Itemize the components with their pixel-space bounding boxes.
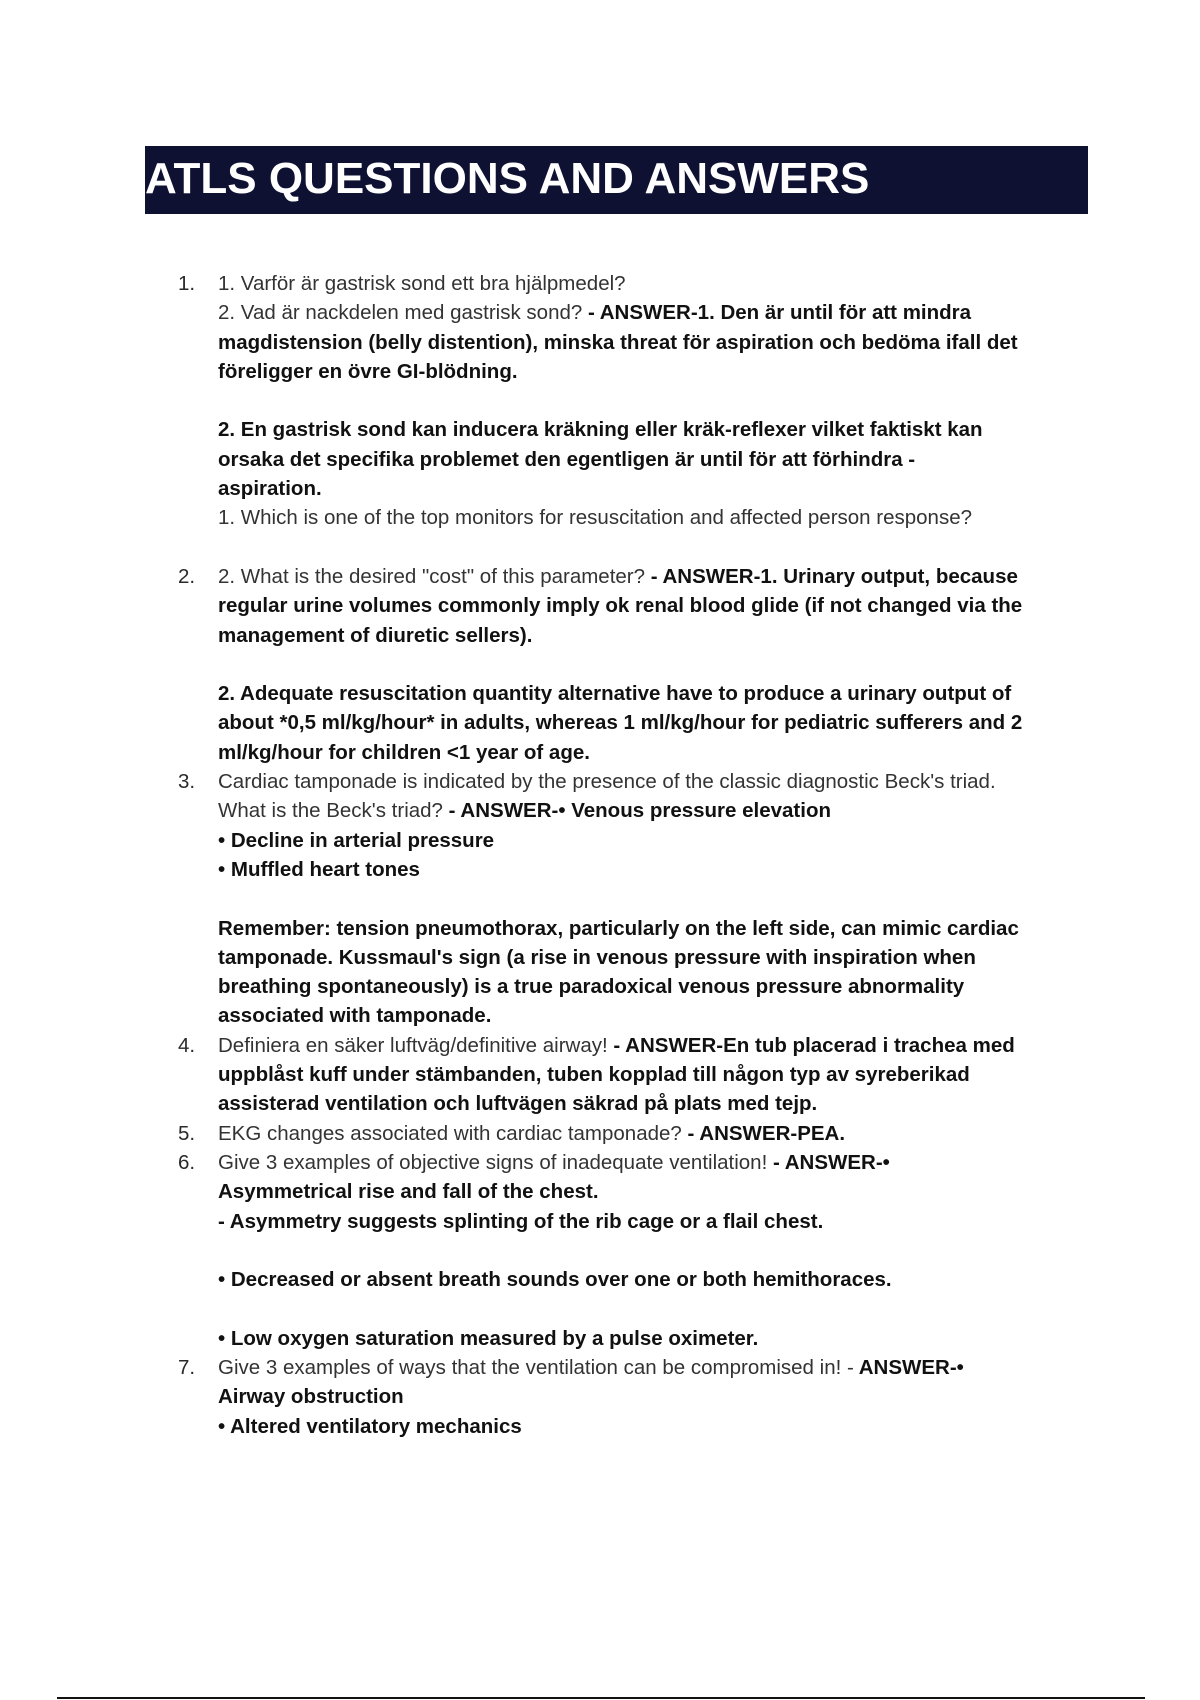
qa-item-5 — [178, 1119, 1098, 1148]
item-number: 6. — [178, 1150, 196, 1174]
answer-text: orsaka det specifika problemet den egentligen är until för att förhindra - — [218, 447, 916, 471]
answer-text: - ANSWER-En tub placerad i trachea med — [607, 1033, 1015, 1057]
paragraph-gap — [218, 1236, 1098, 1265]
answer-text: - ANSWER-1. Den är until för att mindra — [582, 301, 972, 325]
item-number: 5. — [178, 1121, 196, 1145]
answer-text: - ANSWER-PEA. — [681, 1121, 846, 1145]
answer-text: • Altered ventilatory mechanics — [218, 1414, 522, 1438]
answer-text: Airway obstruction — [218, 1385, 404, 1409]
answer-text: ANSWER-• — [853, 1355, 964, 1379]
paragraph-gap — [218, 1294, 1098, 1323]
paragraph-gap — [218, 650, 1098, 679]
answer-text: • Decline in arterial pressure — [218, 828, 495, 852]
answer-text: - ANSWER-• — [767, 1150, 890, 1174]
qa-list — [178, 269, 1098, 1441]
answer-text: assisterad ventilation och luftvägen säkrad på plats med tejp. — [218, 1092, 818, 1116]
answer-text: about *0,5 ml/kg/hour* in adults, whereas 1 ml/kg/hour for pediatric sufferers and 2 — [218, 711, 1023, 735]
item-number: 4. — [178, 1033, 196, 1057]
question-text: Give 3 examples of ways that the ventilation can be compromised in! - — [218, 1355, 854, 1379]
answer-text: - Asymmetry suggests splinting of the rib cage or a flail chest. — [218, 1209, 824, 1233]
answer-text: magdistension (belly distention), minska threat för aspiration och bedöma ifall det — [218, 330, 1018, 354]
answer-text: 2. En gastrisk sond kan inducera kräkning eller kräk-reflexer vilket faktiskt kan — [218, 418, 983, 442]
question-text: 1. Which is one of the top monitors for resuscitation and affected person response? — [218, 506, 972, 530]
answer-text: • Muffled heart tones — [218, 857, 420, 881]
answer-text: • Low oxygen saturation measured by a pulse oximeter. — [218, 1326, 759, 1350]
qa-item-1 — [178, 269, 1098, 562]
question-text: 2. Vad är nackdelen med gastrisk sond? — [218, 301, 583, 325]
question-text: EKG changes associated with cardiac tamponade? — [218, 1121, 682, 1145]
paragraph-gap — [218, 533, 1098, 562]
item-number: 2. — [178, 564, 196, 588]
answer-text: - ANSWER-• Venous pressure elevation — [442, 799, 831, 823]
answer-text: regular urine volumes commonly imply ok renal blood glide (if not changed via the — [218, 594, 1023, 618]
item-number: 7. — [178, 1355, 196, 1379]
answer-text: • Decreased or absent breath sounds over one or both hemithoraces. — [218, 1268, 892, 1292]
answer-text: tamponade. Kussmaul's sign (a rise in venous pressure with inspiration when — [218, 945, 976, 969]
qa-item-6 — [178, 1148, 1098, 1353]
question-text: Cardiac tamponade is indicated by the presence of the classic diagnostic Beck's triad. — [218, 770, 996, 794]
qa-item-7 — [178, 1353, 1098, 1441]
answer-text: - ANSWER-1. Urinary output, because — [645, 564, 1018, 588]
answer-text: Remember: tension pneumothorax, particularly on the left side, can mimic cardiac — [218, 916, 1019, 940]
answer-text: ml/kg/hour for children <1 year of age. — [218, 740, 590, 764]
answer-text: breathing spontaneously) is a true paradoxical venous pressure abnormality — [218, 975, 965, 999]
qa-item-4 — [178, 1031, 1098, 1119]
answer-text: management of diuretic sellers). — [218, 623, 533, 647]
answer-text: 2. Adequate resuscitation quantity alternative have to produce a urinary output of — [218, 682, 1012, 706]
question-text: 2. What is the desired "cost" of this parameter? — [218, 564, 646, 588]
paragraph-gap — [218, 884, 1098, 913]
question-text: Give 3 examples of objective signs of inadequate ventilation! — [218, 1150, 768, 1174]
question-text: 1. Varför är gastrisk sond ett bra hjälpmedel? — [218, 272, 626, 295]
answer-text: associated with tamponade. — [218, 1004, 492, 1028]
answer-text: föreligger en övre GI-blödning. — [218, 359, 518, 383]
qa-item-2 — [178, 562, 1098, 767]
item-number: 3. — [178, 770, 196, 794]
question-text: What is the Beck's triad? — [218, 799, 443, 823]
paragraph-gap — [218, 386, 1098, 415]
title-banner — [145, 146, 1088, 214]
footer-divider — [57, 1697, 1145, 1699]
answer-text: Asymmetrical rise and fall of the chest. — [218, 1180, 599, 1204]
answer-text: aspiration. — [218, 477, 322, 501]
document-title: ATLS QUESTIONS AND ANSWERS — [145, 154, 870, 203]
item-number: 1. — [178, 272, 196, 295]
qa-item-3 — [178, 767, 1098, 1031]
answer-text: uppblåst kuff under stämbanden, tuben kopplad till någon typ av syreberikad — [218, 1063, 970, 1087]
question-text: Definiera en säker luftväg/definitive airway! — [218, 1033, 608, 1057]
